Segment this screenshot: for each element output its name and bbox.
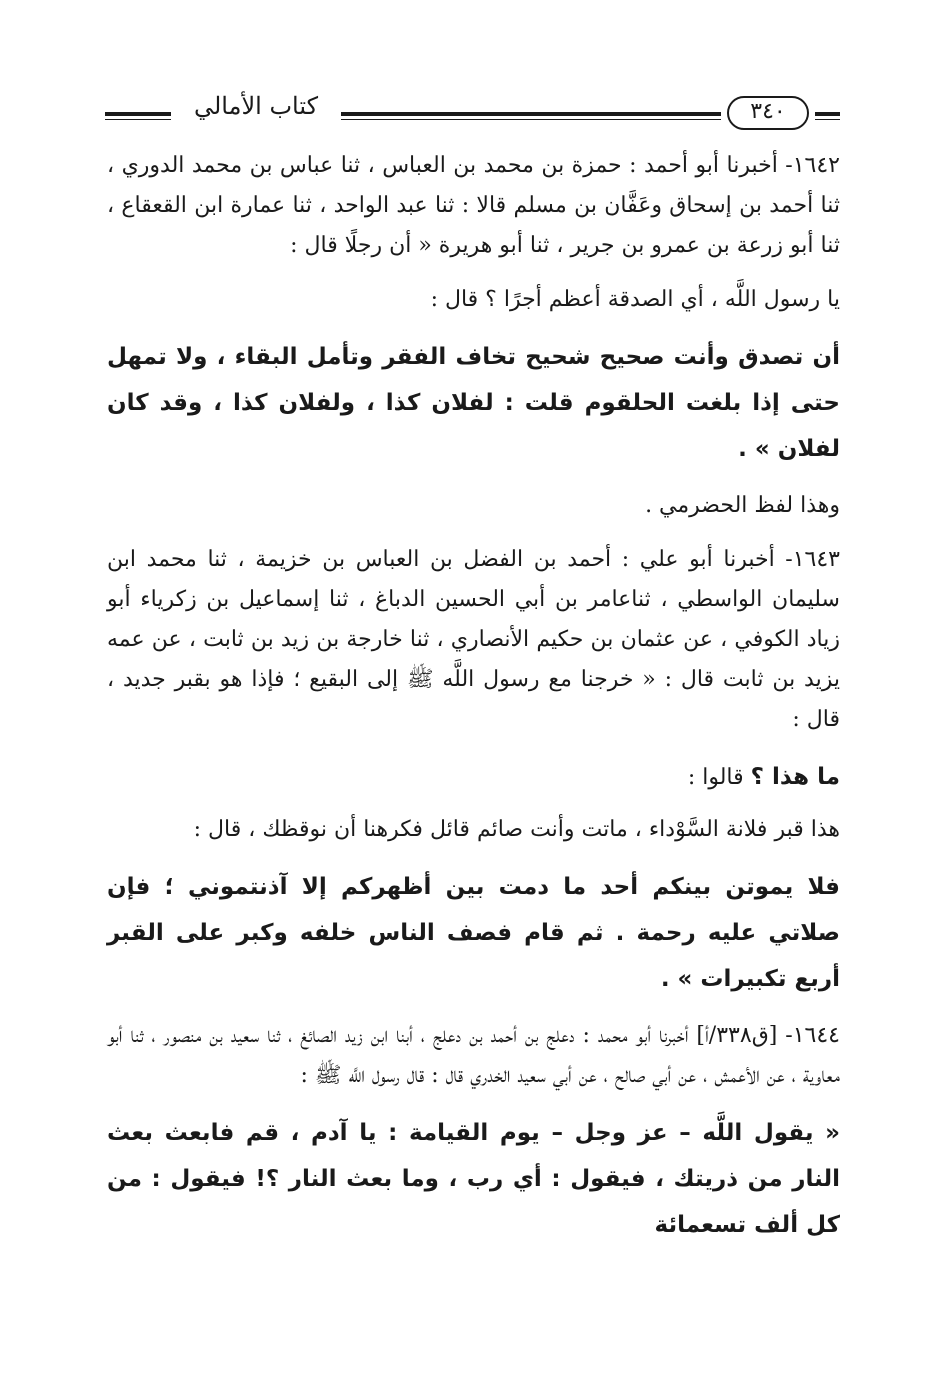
hadith-1643-question-line [107,754,840,800]
hadith-1643-question: ما هذا ؟ [750,764,840,790]
hadith-1643-matn: فلا يموتن بينكم أحد ما دمت بين أظهركم إلا آذنتموني ؛ فإن صلاتي عليه رحمة . ثم قام فصف الناس خلفه وكبر على القبر أربع تكبيرات » . [107,874,840,992]
hadith-1643-answer: هذا قبر فلانة السَّوْداء ، ماتت وأنت صائم قائل فكرهنا أن نوقظك ، قال : [193,817,840,842]
hadith-1644-matn: « يقول اللَّه – عز وجل – يوم القيامة : يا آدم ، قم فابعث بعث النار من ذريتك ، فيقول : أي رب ، وما بعث النار ؟! فيقول : من كل ألف تسعمائة [107,1120,840,1238]
hadith-1643-isnad: ١٦٤٣- أخبرنا أبو علي : أحمد بن الفضل بن العباس بن خزيمة ، ثنا محمد ابن سليمان الواسطي ، ثناعامر بن أبي الحسين الدباغ ، ثنا إسماعيل بن زكرياء أبو زياد الكوفي ، عن عثمان بن حكيم الأنصاري ، ثنا خارجة بن زيد بن ثابت ، عن عمه يزيد بن ثابت قال : « خرجنا مع رسول اللَّه ﷺ إلى البقيع ؛ فإذا هو بقبر جديد ، قال : [107,547,840,732]
book-title: كتاب الأمالي [193,92,319,120]
page-body [107,146,840,1262]
hadith-1642-question: يا رسول اللَّه ، أي الصدقة أعظم أجرًا ؟ قال : [430,287,840,312]
page-number: ٣٤٠ [727,96,809,130]
hadith-1643-they-said: قالوا : [687,765,744,790]
hadith-1642-matn: أن تصدق وأنت صحيح شحيح تخاف الفقر وتأمل البقاء ، ولا تمهل حتى إذا بلغت الحلقوم قلت : لفلان كذا ، ولفلان كذا ، وقد كان لفلان » . [107,344,840,462]
header-rule-right [815,112,840,116]
hadith-1642-note: وهذا لفظ الحضرمي . [645,493,840,518]
header-rule-middle [341,112,721,116]
hadith-1642-isnad: ١٦٤٢- أخبرنا أبو أحمد : حمزة بن محمد بن العباس ، ثنا عباس بن محمد الدوري ، ثنا أحمد بن إسحاق وعَفَّان بن مسلم قالا : ثنا عبد الواحد ، ثنا عمارة ابن القعقاع ، ثنا أبو زرعة بن عمرو بن جرير ، ثنا أبو هريرة « أن رجلًا قال : [107,153,840,258]
hadith-1644-isnad: ١٦٤٤- [ق٣٣٨/أ] أخبرنا أبو محمد : دعلج بن أحمد بن دعلج ، أبنا ابن زيد الصائغ ، ثنا سعيد بن منصور ، ثنا أبو معاوية ، عن الأعمش ، عن أبي صالح ، عن أبي سعيد الخدري قال : قال رسول اللَّه ﷺ : [107,1023,840,1088]
running-header [105,86,840,136]
header-rule-left [105,112,171,116]
